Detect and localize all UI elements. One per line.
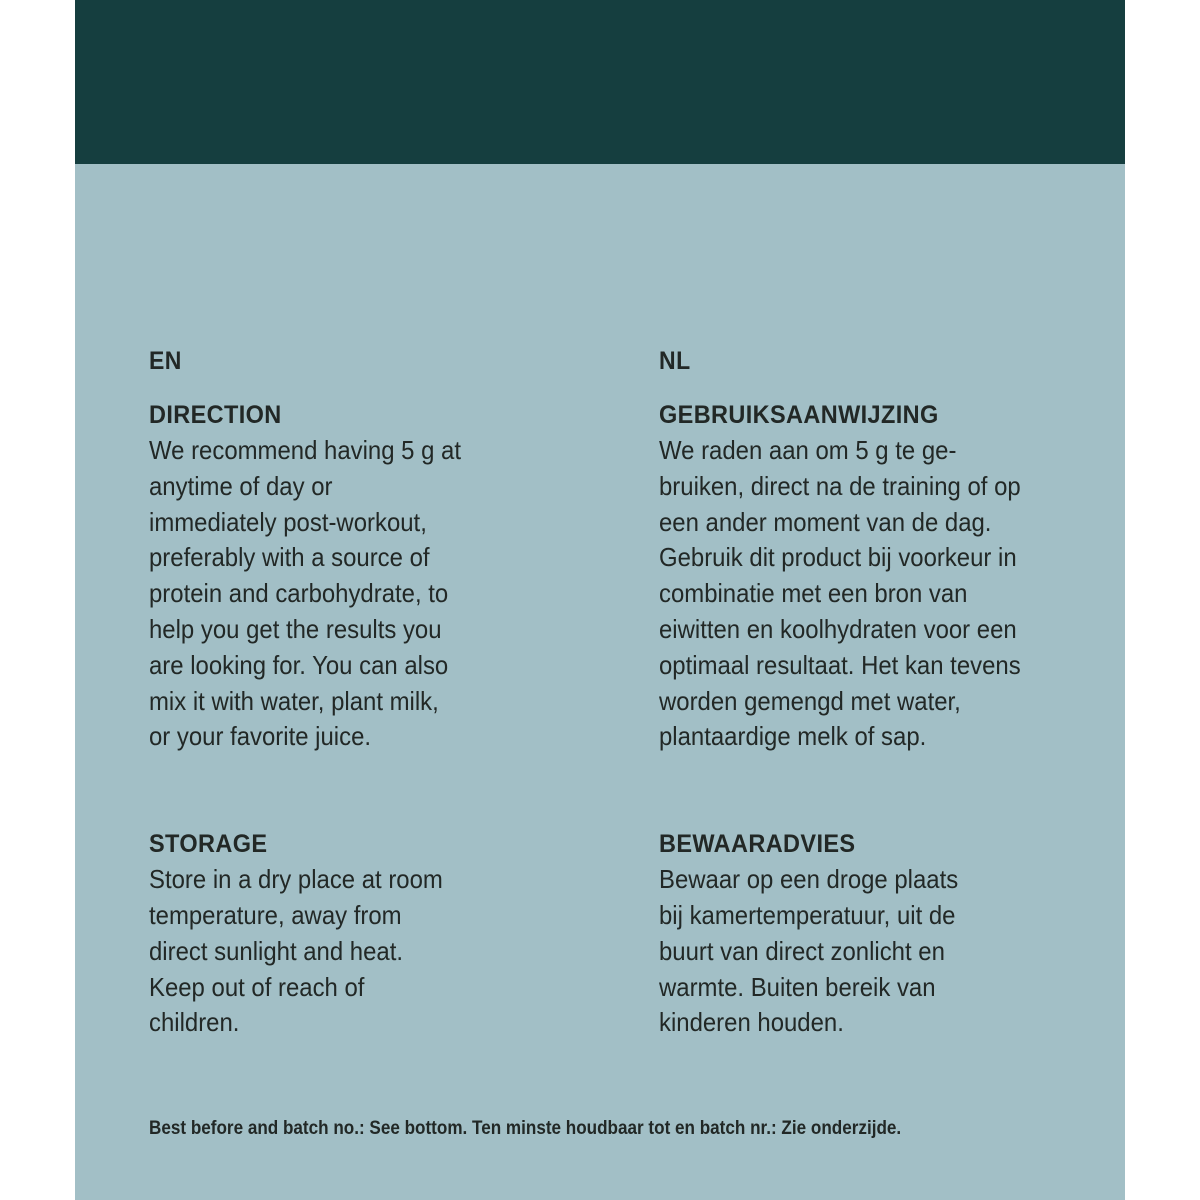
- text-line: kinderen houden.: [659, 1007, 844, 1038]
- text-line: preferably with a source of: [149, 542, 430, 573]
- language-code-nl: NL: [659, 347, 691, 375]
- language-code-en: EN: [149, 347, 182, 375]
- direction-heading-nl: GEBRUIKSAANWIJZING: [659, 401, 939, 429]
- storage-text-nl: [659, 862, 1064, 1041]
- best-before-note: Best before and batch no.: See bottom. Ten minste houdbaar tot en batch nr.: Zie onderzijde.: [149, 1118, 902, 1139]
- text-line: Gebruik dit product bij voorkeur in: [659, 542, 1017, 573]
- text-line: eiwitten en koolhydraten voor een: [659, 613, 1017, 644]
- text-line: or your favorite juice.: [149, 721, 372, 752]
- english-column: [149, 343, 549, 1041]
- text-line: een ander moment van de dag.: [659, 506, 992, 537]
- top-color-band: [75, 0, 1125, 164]
- text-line: We recommend having 5 g at: [149, 435, 462, 465]
- text-line: temperature, away from: [149, 899, 402, 930]
- text-line: are looking for. You can also: [149, 649, 449, 680]
- text-line: protein and carbohydrate, to: [149, 578, 449, 609]
- text-line: Store in a dry place at room: [149, 864, 443, 895]
- text-line: Bewaar op een droge plaats: [659, 864, 959, 895]
- text-line: Keep out of reach of: [149, 971, 365, 1002]
- text-line: warmte. Buiten bereik van: [659, 971, 936, 1002]
- text-line: direct sunlight and heat.: [149, 935, 403, 966]
- text-line: mix it with water, plant milk,: [149, 685, 439, 716]
- text-line: combinatie met een bron van: [659, 578, 968, 609]
- storage-text-en: [149, 862, 554, 1041]
- text-line: anytime of day or: [149, 470, 333, 501]
- dutch-column: [659, 343, 1079, 1041]
- storage-heading-en: STORAGE: [149, 830, 268, 859]
- text-line: bij kamertemperatuur, uit de: [659, 899, 956, 930]
- text-line: worden gemengd met water,: [659, 685, 961, 716]
- text-line: We raden aan om 5 g te ge-: [659, 435, 957, 465]
- text-line: bruiken, direct na de training of op: [659, 470, 1021, 501]
- text-line: immediately post-workout,: [149, 506, 427, 537]
- text-line: help you get the results you: [149, 613, 442, 644]
- direction-heading-en: DIRECTION: [149, 401, 282, 429]
- text-line: children.: [149, 1007, 240, 1038]
- product-label-panel: [75, 0, 1125, 1200]
- storage-heading-nl: BEWAARADVIES: [659, 830, 856, 859]
- text-line: plantaardige melk of sap.: [659, 721, 927, 752]
- text-line: buurt van direct zonlicht en: [659, 935, 945, 966]
- direction-text-en: [149, 433, 554, 755]
- direction-text-nl: [659, 433, 1064, 755]
- text-line: optimaal resultaat. Het kan tevens: [659, 649, 1021, 680]
